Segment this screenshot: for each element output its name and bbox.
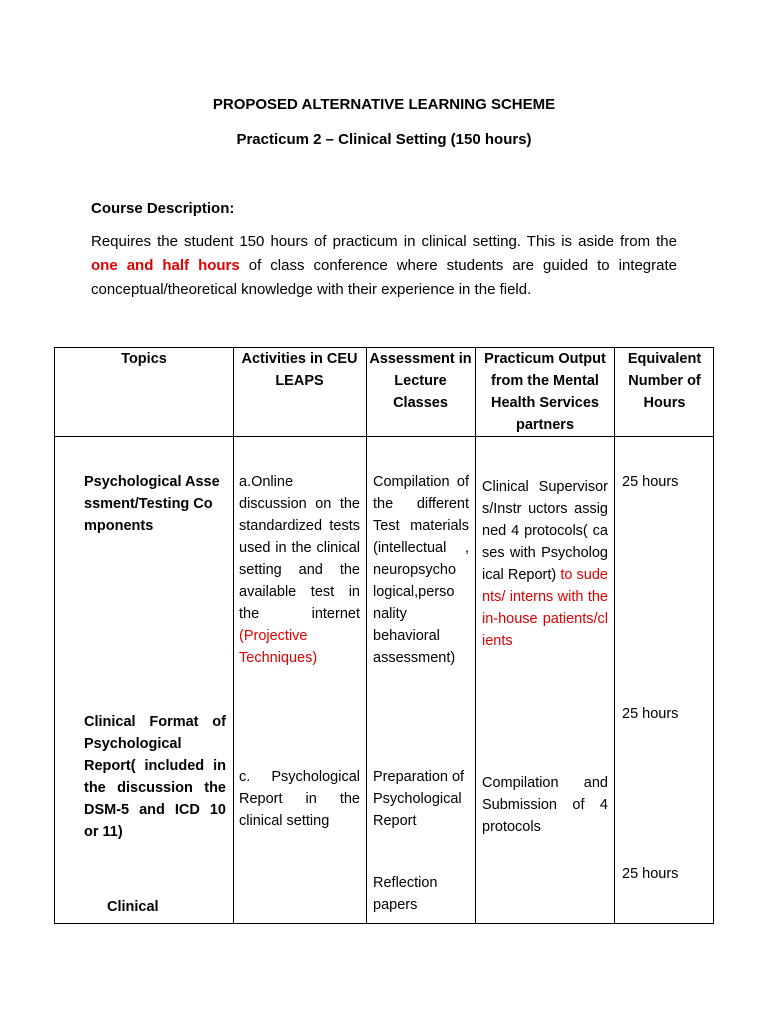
hours-row-2: 25 hours bbox=[622, 706, 679, 722]
column-divider bbox=[366, 348, 367, 923]
activity-online-discussion-text: a.Online discussion on the standardized tests used in the clinical setting and the available test in the internet bbox=[239, 474, 360, 622]
activity-psychological-report: c. Psychological Report in the clinical setting bbox=[239, 769, 360, 829]
activity-projective-techniques: (Projective Techniques) bbox=[239, 628, 318, 666]
column-divider bbox=[475, 348, 476, 923]
header-output: Practicum Output from the Mental Health Services partners bbox=[484, 351, 606, 433]
output-interns-note: to sudents/ interns with the in-house patients/clients bbox=[482, 567, 608, 649]
header-topics: Topics bbox=[121, 351, 167, 367]
header-hours: Equivalent Number of Hours bbox=[627, 351, 702, 411]
topic-psychological-assessment: Psychological Assessment/Testing Components bbox=[84, 474, 220, 534]
course-description-heading: Course Description: bbox=[91, 200, 235, 217]
hours-row-1: 25 hours bbox=[622, 474, 679, 490]
assessment-compilation: Compilation of the different Test materials (intellectual , neuropsycho logical,perso nality behavioral assessment) bbox=[373, 474, 469, 666]
curriculum-table bbox=[54, 347, 714, 924]
header-row-divider bbox=[55, 436, 713, 437]
output-clinical-supervisors bbox=[482, 476, 608, 652]
assessment-reflection: Reflection papers bbox=[373, 875, 438, 913]
course-text-highlight: one and half hours bbox=[91, 257, 240, 274]
document-title: PROPOSED ALTERNATIVE LEARNING SCHEME bbox=[212, 96, 556, 113]
course-text-part-1: Requires the student 150 hours of practicum in clinical setting. This is aside from the bbox=[91, 233, 677, 250]
column-divider bbox=[233, 348, 234, 923]
assessment-preparation: Preparation of Psychological Report bbox=[373, 769, 465, 829]
activity-online-discussion bbox=[239, 471, 360, 669]
output-clinical-supervisors-text: Clinical Supervisors/Instr uctors assigned 4 protocols( cases with Psychological Report) bbox=[482, 479, 608, 583]
course-description-text bbox=[91, 230, 677, 302]
header-assessment: Assessment in Lecture Classes bbox=[369, 351, 472, 411]
hours-row-3: 25 hours bbox=[622, 866, 679, 882]
header-activities: Activities in CEU LEAPS bbox=[241, 351, 358, 389]
topic-clinical-format: Clinical Format of Psychological Report( included in the discussion the DSM-5 and ICD 10 or 11) bbox=[84, 714, 226, 840]
column-divider bbox=[614, 348, 615, 923]
document-subtitle: Practicum 2 – Clinical Setting (150 hours) bbox=[236, 131, 532, 148]
output-compilation-submission: Compilation and Submission of 4 protocols bbox=[482, 775, 608, 835]
course-text-part-2: of class conference where students are guided to integrate conceptual/theoretical knowledge with their experience in the field. bbox=[91, 257, 677, 298]
topic-clinical: Clinical bbox=[107, 899, 159, 915]
